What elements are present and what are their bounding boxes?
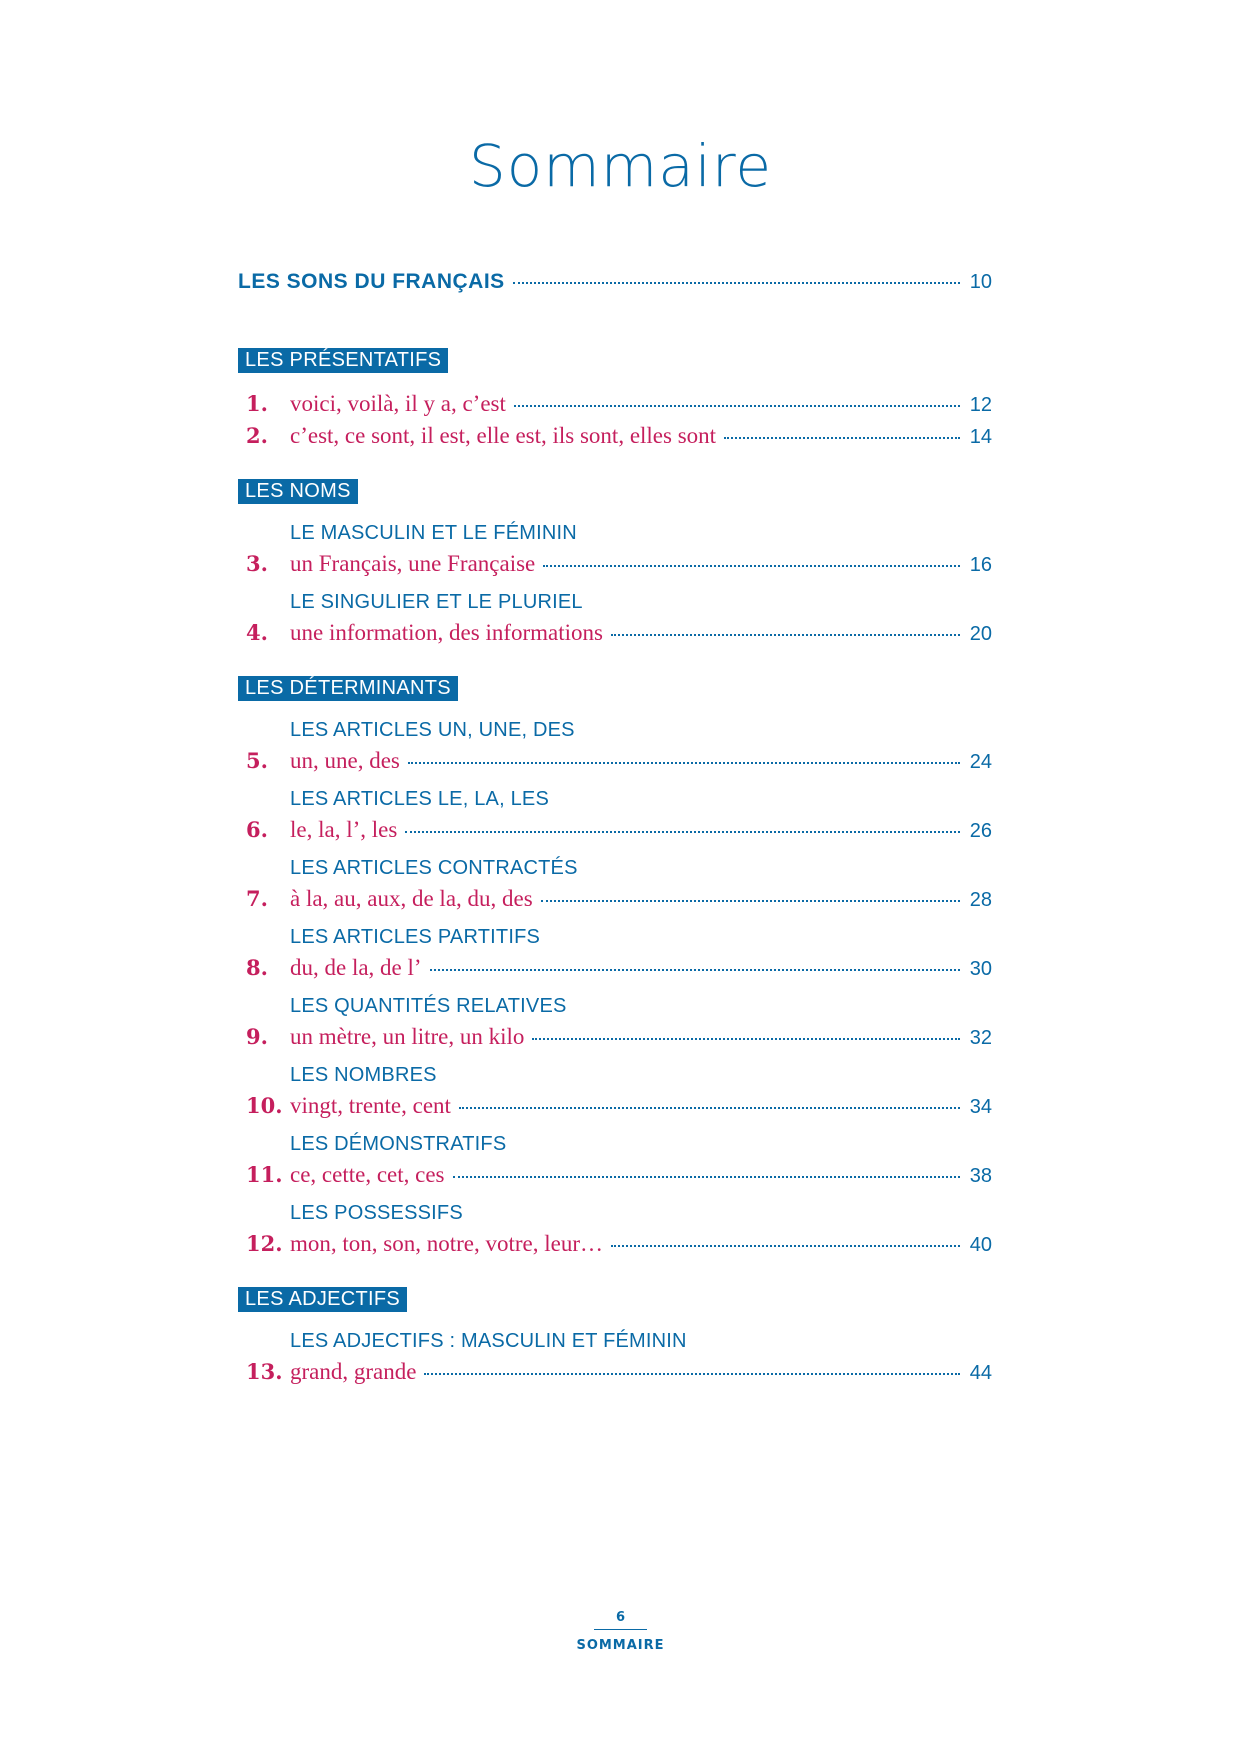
toc-entry-label: un mètre, un litre, un kilo [290,1024,525,1049]
dot-leader [514,405,960,407]
toc-section [238,1287,992,1385]
toc-entry[interactable] [238,1359,992,1385]
toc-subheading: LE MASCULIN ET LE FÉMININ [290,522,577,544]
toc-item [238,1330,992,1385]
toc-item [238,1064,992,1119]
dot-leader [541,900,960,902]
toc-page-number: 14 [969,426,992,448]
toc-subheading: LES ARTICLES PARTITIFS [290,926,541,948]
toc-item [238,591,992,646]
toc-entry-label: LES SONS DU FRANÇAIS [238,270,505,293]
toc-entry-label: le, la, l’, les [290,817,398,842]
dot-leader [532,1038,960,1040]
section-badge: LES NOMS [238,479,358,504]
dot-leader [513,282,960,284]
page-footer [0,1608,1241,1653]
toc-entry-label: vingt, trente, cent [290,1093,451,1118]
dot-leader [424,1373,960,1375]
toc-item [238,423,992,449]
toc-entry[interactable] [238,391,992,417]
toc-entry[interactable] [238,748,992,774]
toc-page-number: 44 [969,1362,992,1384]
toc-item [238,522,992,577]
section-badge: LES PRÉSENTATIFS [238,348,448,373]
toc-page-number: 40 [969,1234,992,1256]
toc-entry-number: 8. [246,955,268,980]
dot-leader [408,762,960,764]
toc-entry[interactable] [238,1162,992,1188]
dot-leader [611,634,960,636]
toc-entry-sounds[interactable] [238,270,992,294]
toc-page-number: 28 [969,889,992,911]
toc-section [238,676,992,1257]
toc-entry-label: mon, ton, son, notre, votre, leur… [290,1231,604,1256]
toc-entry-label: une information, des informations [290,620,603,645]
toc-entry[interactable] [238,1231,992,1257]
toc-entry-label: un, une, des [290,748,400,773]
toc-page-number: 12 [969,394,992,416]
toc-entry[interactable] [238,817,992,843]
toc-subheading: LES QUANTITÉS RELATIVES [290,995,567,1017]
toc-page-number: 10 [969,271,992,293]
dot-leader [611,1245,960,1247]
toc-entry[interactable] [238,1024,992,1050]
toc-entry-number: 9. [246,1024,268,1049]
dot-leader [453,1176,961,1178]
toc-page-number: 38 [969,1165,992,1187]
toc-page-number: 30 [969,958,992,980]
section-badge: LES ADJECTIFS [238,1287,407,1312]
toc-subheading: LES POSSESSIFS [290,1202,463,1224]
toc-entry-number: 3. [246,551,268,576]
dot-leader [405,831,960,833]
footer-label: SOMMAIRE [576,1638,665,1653]
toc-page-number: 24 [969,751,992,773]
toc-entry-label: du, de la, de l’ [290,955,422,980]
dot-leader [430,969,960,971]
toc-item [238,1133,992,1188]
toc-item [238,788,992,843]
toc-entry-number: 7. [246,886,268,911]
toc-item [238,391,992,417]
toc-subheading: LE SINGULIER ET LE PLURIEL [290,591,583,613]
toc-entry-number: 11. [246,1162,283,1187]
toc-page-number: 16 [969,554,992,576]
toc-entry-label: grand, grande [290,1359,417,1384]
toc-entry-number: 12. [246,1231,283,1256]
toc-entry[interactable] [238,551,992,577]
toc-entry-label: voici, voilà, il y a, c’est [290,391,506,416]
sections-container [238,348,992,1385]
page-title: Sommaire [468,132,773,200]
toc-item [238,857,992,912]
toc-entry[interactable] [238,1093,992,1119]
toc-subheading: LES DÉMONSTRATIFS [290,1133,507,1155]
toc-subheading: LES NOMBRES [290,1064,437,1086]
toc-section [238,348,992,449]
toc-entry-label: c’est, ce sont, il est, elle est, ils sont, elles sont [290,423,717,448]
toc-subheading: LES ARTICLES UN, UNE, DES [290,719,575,741]
toc-item [238,926,992,981]
toc-entry-number: 1. [246,391,268,416]
dot-leader [543,565,960,567]
toc-entry-label: un Français, une Française [290,551,536,576]
toc-entry[interactable] [238,423,992,449]
dot-leader [724,437,960,439]
toc-entry-label: ce, cette, cet, ces [290,1162,445,1187]
toc-page-number: 26 [969,820,992,842]
toc-entry-label: à la, au, aux, de la, du, des [290,886,533,911]
toc-entry[interactable] [238,620,992,646]
toc-item [238,995,992,1050]
toc-subheading: LES ARTICLES LE, LA, LES [290,788,550,810]
toc-page-number: 34 [969,1096,992,1118]
toc-entry-number: 5. [246,748,268,773]
toc-entry[interactable] [238,886,992,912]
toc-entry-number: 6. [246,817,268,842]
toc-entry[interactable] [238,955,992,981]
table-of-contents [238,270,992,1415]
dot-leader [459,1107,960,1109]
toc-item [238,1202,992,1257]
toc-section [238,479,992,646]
toc-subheading: LES ARTICLES CONTRACTÉS [290,857,578,879]
toc-page-number: 20 [969,623,992,645]
toc-entry-number: 2. [246,423,268,448]
toc-item [238,719,992,774]
footer-page-number: 6 [594,1610,647,1630]
toc-page-number: 32 [969,1027,992,1049]
toc-subheading: LES ADJECTIFS : MASCULIN ET FÉMININ [290,1330,687,1352]
toc-entry-number: 4. [246,620,268,645]
toc-entry-number: 13. [246,1359,283,1384]
toc-entry-number: 10. [246,1093,283,1118]
section-badge: LES DÉTERMINANTS [238,676,458,701]
